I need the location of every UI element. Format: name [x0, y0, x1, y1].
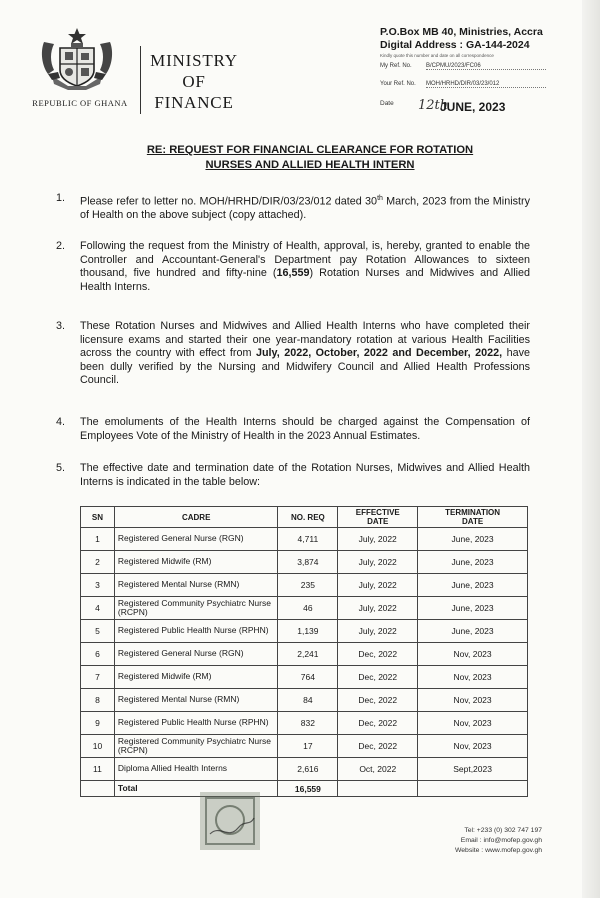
- sn-cell: 11: [81, 758, 115, 781]
- table-row: [81, 666, 528, 689]
- letter-date: JUNE, 2023: [440, 100, 506, 114]
- official-stamp-signature: [198, 790, 262, 852]
- address-line-1: P.O.Box MB 40, Ministries, Accra: [380, 26, 543, 38]
- table-row: [81, 574, 528, 597]
- ministry-line-1: MINISTRY: [150, 51, 238, 70]
- contact-info: [412, 826, 542, 856]
- table-row: [81, 528, 528, 551]
- ministry-line-2: OF: [182, 72, 206, 91]
- text-run: have been dully verified by the Nursing and Midwifery Council and Allied Health Professions Council.: [80, 347, 530, 386]
- your-ref-label: Your Ref. No.: [380, 81, 416, 87]
- table-header-row: [81, 507, 528, 528]
- header-text: DATE: [461, 517, 484, 526]
- paragraph-text: The emoluments of the Health Interns should be charged against the Compensation of Employees Vote of the Ministry of Health in the 2023 Annual Estimates.: [80, 416, 530, 442]
- paragraph-text: [80, 240, 530, 294]
- cadre-cell: Diploma Allied Health Interns: [114, 758, 278, 781]
- rotation-table: [80, 506, 528, 797]
- effective-date-cell: July, 2022: [338, 574, 418, 597]
- req-cell: 2,616: [278, 758, 338, 781]
- paragraph-4: [56, 416, 530, 443]
- req-cell: 4,711: [278, 528, 338, 551]
- termination-date-cell: Nov, 2023: [418, 735, 528, 758]
- paragraph-text: [80, 320, 530, 388]
- header-effective-date: [338, 507, 418, 528]
- effective-date-cell: Dec, 2022: [338, 712, 418, 735]
- table-total-row: [81, 781, 528, 797]
- termination-date-cell: June, 2023: [418, 597, 528, 620]
- termination-date-cell: Sept,2023: [418, 758, 528, 781]
- cadre-cell: Registered Midwife (RM): [114, 666, 278, 689]
- sn-cell: 10: [81, 735, 115, 758]
- postal-address: [380, 26, 543, 52]
- effective-date-cell: July, 2022: [338, 597, 418, 620]
- table-row: [81, 643, 528, 666]
- total-empty-cell: [338, 781, 418, 797]
- contact-tel: Tel: +233 (0) 302 747 197: [464, 827, 542, 834]
- header-text: EFFECTIVE: [355, 508, 400, 517]
- effective-date-cell: July, 2022: [338, 528, 418, 551]
- text-run: Following the request from the Ministry of Health, approval, is, hereby, granted to enable the Controller and Accountant-General's Department pay Rotation Allowances to sixteen thousand, five hundred and fifty-nine (: [80, 240, 530, 279]
- total-sn-cell: [81, 781, 115, 797]
- termination-date-cell: June, 2023: [418, 528, 528, 551]
- ministry-name: [146, 50, 242, 113]
- sn-cell: 7: [81, 666, 115, 689]
- total-value: 16,559: [278, 781, 338, 797]
- sn-cell: 1: [81, 528, 115, 551]
- subject-heading: RE: REQUEST FOR FINANCIAL CLEARANCE FOR ROTATION NURSES AND ALLIED HEALTH INTERN: [146, 144, 474, 171]
- header-sn: SN: [81, 507, 115, 528]
- header-text: DATE: [367, 517, 389, 526]
- table-row: [81, 758, 528, 781]
- header-cadre: CADRE: [114, 507, 278, 528]
- my-ref-row: [380, 63, 546, 70]
- cadre-cell: Registered Midwife (RM): [114, 551, 278, 574]
- text-bold: 16,559: [276, 267, 310, 279]
- total-label: Total: [114, 781, 278, 797]
- contact-email: Email : info@mofep.gov.gh: [460, 837, 542, 844]
- req-cell: 46: [278, 597, 338, 620]
- cadre-cell: Registered General Nurse (RGN): [114, 643, 278, 666]
- req-cell: 3,874: [278, 551, 338, 574]
- table-row: [81, 551, 528, 574]
- text-run: ) Rotation Nurses and Midwives and Allied Health Interns.: [80, 267, 531, 293]
- total-empty-cell: [418, 781, 528, 797]
- header-text: TERMINATION: [445, 508, 501, 517]
- sn-cell: 6: [81, 643, 115, 666]
- contact-website: Website : www.mofep.gov.gh: [454, 847, 542, 854]
- cadre-cell: Registered Community Psychiatrc Nurse (RCPN): [114, 597, 278, 620]
- termination-date-cell: Nov, 2023: [418, 712, 528, 735]
- cadre-cell: Registered Public Health Nurse (RPHN): [114, 620, 278, 643]
- paragraph-number: 5.: [56, 462, 66, 474]
- effective-date-cell: Oct, 2022: [338, 758, 418, 781]
- paragraph-text: [80, 192, 530, 223]
- cadre-cell: Registered Mental Nurse (RMN): [114, 689, 278, 712]
- table-row: [81, 712, 528, 735]
- paragraph-number: 3.: [56, 320, 66, 332]
- paragraph-text: The effective date and termination date of the Rotation Nurses, Midwives and Allied Health Interns is indicated in the table below:: [80, 462, 530, 488]
- paragraph-5: [56, 462, 530, 489]
- req-cell: 17: [278, 735, 338, 758]
- text-run: Please refer to letter no. MOH/HRHD/DIR/03/23/012 dated 30: [80, 195, 378, 208]
- req-cell: 84: [278, 689, 338, 712]
- paragraph-number: 2.: [56, 240, 66, 252]
- date-label: Date: [380, 100, 394, 107]
- paragraph-2: [56, 240, 530, 294]
- termination-date-cell: June, 2023: [418, 620, 528, 643]
- ghana-coat-of-arms-icon: [38, 26, 116, 92]
- paragraph-number: 1.: [56, 192, 66, 204]
- my-ref-value: B/CPMU/2023/FC06: [426, 63, 546, 70]
- req-cell: 764: [278, 666, 338, 689]
- req-cell: 2,241: [278, 643, 338, 666]
- text-bold: July, 2022, October, 2022 and December, 2022,: [255, 347, 503, 359]
- header-termination-date: [418, 507, 528, 528]
- req-cell: 832: [278, 712, 338, 735]
- effective-date-cell: Dec, 2022: [338, 666, 418, 689]
- correspondence-note: Kindly quote this number and date on all correspondence: [380, 53, 494, 58]
- effective-date-cell: July, 2022: [338, 620, 418, 643]
- sn-cell: 8: [81, 689, 115, 712]
- text-run: March, 2023 from the Ministry of Health on the above subject (copy attached).: [80, 195, 530, 222]
- sn-cell: 2: [81, 551, 115, 574]
- effective-date-cell: Dec, 2022: [338, 735, 418, 758]
- cadre-cell: Registered Public Health Nurse (RPHN): [114, 712, 278, 735]
- paragraph-1: [56, 192, 530, 223]
- superscript: th: [377, 195, 383, 202]
- req-cell: 235: [278, 574, 338, 597]
- header-no-req: NO. REQ: [278, 507, 338, 528]
- sn-cell: 4: [81, 597, 115, 620]
- table-row: [81, 735, 528, 758]
- cadre-cell: Registered Mental Nurse (RMN): [114, 574, 278, 597]
- republic-of-ghana-label: REPUBLIC OF GHANA: [32, 98, 128, 108]
- paragraph-3: [56, 320, 530, 388]
- ministry-line-3: FINANCE: [154, 93, 234, 112]
- termination-date-cell: Nov, 2023: [418, 643, 528, 666]
- sn-cell: 3: [81, 574, 115, 597]
- text-run: These Rotation Nurses and Midwives and Allied Health Interns who have completed their licensure exams and started their one year-mandatory rotation at various Health Facilities across the country with effect from: [80, 320, 530, 359]
- sn-cell: 9: [81, 712, 115, 735]
- page-edge-shadow: [582, 0, 600, 898]
- effective-date-cell: Dec, 2022: [338, 643, 418, 666]
- my-ref-label: My Ref. No.: [380, 63, 412, 69]
- termination-date-cell: Nov, 2023: [418, 689, 528, 712]
- req-cell: 1,139: [278, 620, 338, 643]
- termination-date-cell: June, 2023: [418, 551, 528, 574]
- effective-date-cell: July, 2022: [338, 551, 418, 574]
- sn-cell: 5: [81, 620, 115, 643]
- termination-date-cell: June, 2023: [418, 574, 528, 597]
- table-row: [81, 597, 528, 620]
- table-row: [81, 620, 528, 643]
- cadre-cell: Registered General Nurse (RGN): [114, 528, 278, 551]
- paragraph-number: 4.: [56, 416, 66, 428]
- address-line-2: Digital Address : GA-144-2024: [380, 39, 530, 51]
- effective-date-cell: Dec, 2022: [338, 689, 418, 712]
- handwritten-date: 12th: [418, 98, 449, 113]
- your-ref-value: MOH/HRHD/DIR/03/23/012: [426, 81, 546, 88]
- termination-date-cell: Nov, 2023: [418, 666, 528, 689]
- cadre-cell: Registered Community Psychiatrc Nurse (RCPN): [114, 735, 278, 758]
- header-divider: [140, 46, 141, 114]
- table-row: [81, 689, 528, 712]
- your-ref-row: [380, 81, 546, 88]
